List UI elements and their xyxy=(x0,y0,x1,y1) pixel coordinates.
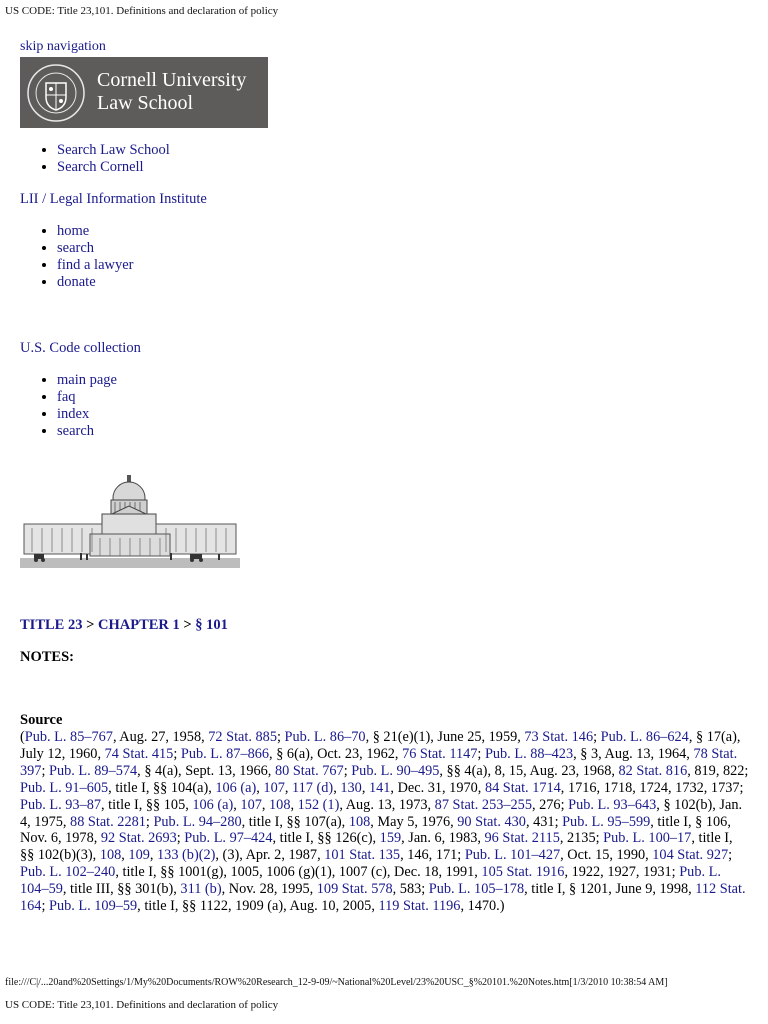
usc-links-list xyxy=(20,372,117,440)
citation-link[interactable]: Pub. L. 88–423 xyxy=(484,745,574,762)
citation-text: , § 102(b), Jan. 4, 1975, xyxy=(20,796,743,830)
citation-link[interactable]: Pub. L. 87–866 xyxy=(180,745,270,762)
citation-text: , 819, 822; xyxy=(687,762,749,779)
citation-text: ; xyxy=(145,813,154,830)
donate-link[interactable]: donate xyxy=(57,274,96,290)
citation-link[interactable]: 84 Stat. 1714 xyxy=(484,779,561,796)
citation-text: , title I, § 1201, June 9, 1998, xyxy=(524,881,696,898)
citation-text: , § 3, Aug. 13, 1964, xyxy=(573,745,694,762)
list-item xyxy=(57,372,117,389)
citation-text: , title I, § 106, Nov. 6, 1978, xyxy=(20,813,731,847)
citation-link[interactable]: 112 Stat. 164 xyxy=(20,881,746,915)
citation-link[interactable]: Pub. L. 93–643 xyxy=(568,796,657,813)
citation-link[interactable]: 76 Stat. 1147 xyxy=(402,745,478,762)
citation-link[interactable]: Pub. L. 93–87 xyxy=(20,796,102,813)
breadcrumb-separator: > xyxy=(179,617,196,633)
citation-link[interactable]: 107 xyxy=(240,796,262,813)
search-law-school-link[interactable]: Search Law School xyxy=(57,142,170,158)
citation-text: , Dec. 31, 1970, xyxy=(390,779,485,796)
citation-text: , xyxy=(361,779,369,796)
citation-link[interactable]: 108 xyxy=(269,796,291,813)
notes-heading: NOTES: xyxy=(20,649,74,665)
breadcrumb-section-link[interactable]: § 101 xyxy=(195,617,228,633)
citation-text: , Aug. 27, 1958, xyxy=(112,729,209,745)
list-item xyxy=(57,389,117,406)
list-item xyxy=(57,406,117,423)
us-code-collection-link[interactable]: U.S. Code collection xyxy=(20,340,141,356)
citation-link[interactable]: Pub. L. 100–17 xyxy=(603,830,692,847)
lii-heading: LII / Legal Information Institute xyxy=(20,191,207,207)
citation-text: , Aug. 13, 1973, xyxy=(339,796,435,813)
citation-link[interactable]: Pub. L. 94–280 xyxy=(153,813,242,830)
search-cornell-link[interactable]: Search Cornell xyxy=(57,159,144,175)
citation-text: , §§ 4(a), 8, 15, Aug. 23, 1968, xyxy=(439,762,619,779)
list-item xyxy=(57,142,170,159)
home-link[interactable]: home xyxy=(57,223,90,239)
citation-text: ( xyxy=(20,729,25,745)
capitol-building-image xyxy=(20,470,240,568)
list-item xyxy=(57,240,134,257)
citation-link[interactable]: Pub. L. 104–59 xyxy=(20,864,721,898)
citation-link[interactable]: 159 xyxy=(379,830,402,847)
citation-link[interactable]: 101 Stat. 135 xyxy=(324,847,401,864)
lii-links-list xyxy=(20,223,134,291)
faq-link[interactable]: faq xyxy=(57,389,76,405)
logo-line-2: Law School xyxy=(97,92,194,114)
citation-text: , 2135; xyxy=(559,830,604,847)
citation-link[interactable]: Pub. L. 102–240 xyxy=(20,864,116,881)
citation-text: , title I, §§ 104(a), xyxy=(108,779,216,796)
breadcrumb-chapter-link[interactable]: CHAPTER 1 xyxy=(97,617,180,633)
citation-link[interactable]: Pub. L. 86–70 xyxy=(284,729,366,745)
citation-text: , § 17(a), July 12, 1960, xyxy=(20,729,741,762)
citation-link[interactable]: 105 Stat. 1916 xyxy=(481,864,565,881)
citation-link[interactable]: 74 Stat. 415 xyxy=(104,745,174,762)
citation-text: ; xyxy=(41,898,49,915)
citation-text: , title III, §§ 301(b), xyxy=(62,881,181,898)
citation-link[interactable]: Pub. L. 90–495 xyxy=(351,762,440,779)
citation-text: , 1716, 1718, 1724, 1732, 1737; xyxy=(560,779,744,796)
citation-link[interactable]: 106 (a) xyxy=(192,796,234,813)
citation-text: , title I, §§ 126(c), xyxy=(272,830,380,847)
citation-text: ; xyxy=(477,745,485,762)
citation-link[interactable]: 87 Stat. 253–255 xyxy=(434,796,532,813)
citation-link[interactable]: 88 Stat. 2281 xyxy=(70,813,146,830)
citation-link[interactable]: 108 xyxy=(99,847,122,864)
cornell-seal-icon xyxy=(26,63,86,123)
citation-link[interactable]: 107 xyxy=(263,779,285,796)
citation-text: ; xyxy=(173,745,181,762)
citation-link[interactable]: 72 Stat. 885 xyxy=(208,729,277,745)
search-link[interactable]: search xyxy=(57,240,95,256)
citation-link[interactable]: 130 xyxy=(340,779,362,796)
citation-link[interactable]: Pub. L. 86–624 xyxy=(600,729,689,745)
citation-link[interactable]: 119 Stat. 1196 xyxy=(378,898,461,915)
citation-link[interactable]: 90 Stat. 430 xyxy=(457,813,526,830)
citation-text: , xyxy=(333,779,341,796)
citation-link[interactable]: 96 Stat. 2115 xyxy=(484,830,560,847)
citation-text: , (3), Apr. 2, 1987, xyxy=(215,847,325,864)
search-links-list xyxy=(20,142,170,176)
footer-title: US CODE: Title 23,101. Definitions and declaration of policy xyxy=(5,999,279,1011)
citation-link[interactable]: 80 Stat. 767 xyxy=(274,762,344,779)
citation-text: , xyxy=(261,796,270,813)
citation-text: , 431; xyxy=(525,813,563,830)
citation-link[interactable]: 108 xyxy=(348,813,371,830)
index-link[interactable]: index xyxy=(57,406,90,422)
citation-text: , Nov. 28, 1995, xyxy=(221,881,317,898)
citation-text: , 146, 171; xyxy=(400,847,465,864)
list-item xyxy=(57,257,134,274)
citation-text: ; xyxy=(593,729,601,745)
citation-link[interactable]: 109 xyxy=(128,847,150,864)
citation-text: , § 4(a), Sept. 13, 1966, xyxy=(137,762,275,779)
citation-text: , title I, §§ 1001(g), 1005, 1006 (g)(1), 1007 (c), Dec. 18, 1991, xyxy=(115,864,482,881)
citation-text: , 583; xyxy=(392,881,429,898)
citation-link[interactable]: Pub. L. 97–424 xyxy=(184,830,273,847)
usc-search-link[interactable]: search xyxy=(57,423,95,439)
citation-text: ; xyxy=(176,830,185,847)
citation-link[interactable]: Pub. L. 95–599 xyxy=(562,813,651,830)
citation-link[interactable]: Pub. L. 109–59 xyxy=(49,898,138,915)
citation-text: , § 6(a), Oct. 23, 1962, xyxy=(269,745,403,762)
citation-text: , Oct. 15, 1990, xyxy=(560,847,653,864)
find-a-lawyer-link[interactable]: find a lawyer xyxy=(57,257,134,273)
breadcrumb xyxy=(20,617,228,634)
source-citation-text xyxy=(20,729,750,915)
page-header-title: US CODE: Title 23,101. Definitions and declaration of policy xyxy=(5,5,279,17)
main-page-link[interactable]: main page xyxy=(57,372,117,388)
citation-link[interactable]: Pub. L. 89–574 xyxy=(49,762,138,779)
citation-link[interactable]: Pub. L. 101–427 xyxy=(464,847,561,864)
citation-link[interactable]: 109 Stat. 578 xyxy=(316,881,393,898)
citation-link[interactable]: Pub. L. 91–605 xyxy=(20,779,109,796)
citation-link[interactable]: 92 Stat. 2693 xyxy=(100,830,177,847)
citation-text: , Jan. 6, 1983, xyxy=(401,830,485,847)
citation-link[interactable]: 311 (b) xyxy=(180,881,222,898)
breadcrumb-title-link[interactable]: TITLE 23 xyxy=(20,617,83,633)
citation-link[interactable]: 104 Stat. 927 xyxy=(652,847,729,864)
citation-text: , title I, §§ 105, xyxy=(101,796,193,813)
citation-text: ; xyxy=(276,729,285,745)
citation-text: , xyxy=(149,847,158,864)
citation-text: , title I, §§ 102(b)(3), xyxy=(20,830,733,864)
cornell-law-logo[interactable] xyxy=(20,57,268,128)
citation-text: , xyxy=(256,779,264,796)
skip-navigation-link[interactable]: skip navigation xyxy=(20,39,106,54)
citation-link[interactable]: 78 Stat. 397 xyxy=(20,745,738,779)
list-item xyxy=(57,423,117,440)
citation-link[interactable]: 141 xyxy=(368,779,391,796)
citation-text: , 1922, 1927, 1931; xyxy=(564,864,680,881)
breadcrumb-separator: > xyxy=(82,617,98,633)
citation-text: , title I, §§ 1122, 1909 (a), Aug. 10, 2005, xyxy=(137,898,379,915)
citation-link[interactable]: 133 (b)(2) xyxy=(157,847,216,864)
citation-text: ; xyxy=(343,762,352,779)
citation-text: , May 5, 1976, xyxy=(370,813,458,830)
citation-link[interactable]: 82 Stat. 816 xyxy=(618,762,688,779)
list-item xyxy=(57,159,170,176)
citation-text: , xyxy=(121,847,129,864)
citation-text: , xyxy=(233,796,241,813)
citation-link[interactable]: 152 (1) xyxy=(297,796,340,813)
citation-link[interactable]: Pub. L. 85–767 xyxy=(24,729,113,745)
citation-link[interactable]: Pub. L. 105–178 xyxy=(428,881,525,898)
citation-text: , xyxy=(290,796,298,813)
citation-link[interactable]: 106 (a) xyxy=(215,779,257,796)
list-item xyxy=(57,274,134,291)
citation-text: ; xyxy=(728,847,733,864)
citation-link[interactable]: 73 Stat. 146 xyxy=(524,729,594,745)
logo-line-1: Cornell University xyxy=(97,69,247,91)
source-heading: Source xyxy=(20,712,63,728)
citation-text: , 276; xyxy=(531,796,569,813)
citation-text: ; xyxy=(41,762,49,779)
list-item xyxy=(57,223,134,240)
footer-file-url: file:///C|/...20and%20Settings/1/My%20Documents/ROW%20Research_12-9-09/~National%20Level/23%20USC_§%20101.%20Notes.htm[1/3/2010 10:38:54 AM] xyxy=(5,977,668,988)
logo-wordmark xyxy=(97,69,246,115)
citation-link[interactable]: 117 (d) xyxy=(292,779,334,796)
citation-text: , xyxy=(284,779,293,796)
citation-text: , title I, §§ 107(a), xyxy=(241,813,349,830)
citation-text: , § 21(e)(1), June 25, 1959, xyxy=(365,729,525,745)
citation-text: , 1470.) xyxy=(460,898,505,915)
